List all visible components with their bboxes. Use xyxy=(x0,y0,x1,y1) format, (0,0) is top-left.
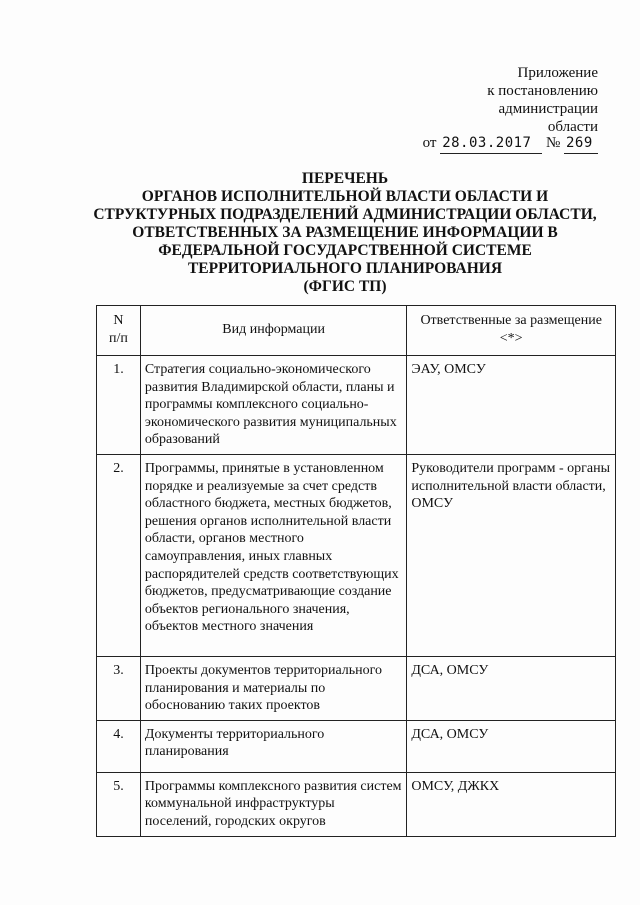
table-row xyxy=(97,454,616,656)
document-title xyxy=(60,170,630,296)
row-responsible: ЭАУ, ОМСУ xyxy=(407,356,616,455)
row-number: 2. xyxy=(97,454,141,656)
table-row xyxy=(97,720,616,772)
title-line: ОТВЕТСТВЕННЫХ ЗА РАЗМЕЩЕНИЕ ИНФОРМАЦИИ В xyxy=(132,224,558,241)
title-line: ОРГАНОВ ИСПОЛНИТЕЛЬНОЙ ВЛАСТИ ОБЛАСТИ И xyxy=(141,188,549,205)
row-info-type: Программы, принятые в установленном порядке и реализуемые за счет средств областного бюджета, местных бюджетов, решения органов исполнительной власти области, органов местного самоуправления, иных главных распорядителей средств соответствующих бюджетов, предусматривающие создание объектов регионального значения, объектов местного значения xyxy=(140,454,406,656)
appendix-line: области xyxy=(547,119,598,135)
row-responsible: ДСА, ОМСУ xyxy=(407,720,616,772)
table-row xyxy=(97,772,616,836)
responsibility-table xyxy=(96,305,616,837)
appendix-block xyxy=(487,64,598,136)
row-responsible: Руководители программ - органы исполнительной власти области, ОМСУ xyxy=(407,454,616,656)
resolution-date-line xyxy=(423,133,598,154)
row-info-type: Программы комплексного развития систем коммунальной инфраструктуры поселений, городских округов xyxy=(140,772,406,836)
row-number: 4. xyxy=(97,720,141,772)
header-responsible: Ответственные за размещение <*> xyxy=(407,306,616,356)
number-sign: № xyxy=(545,135,561,151)
header-info-type: Вид информации xyxy=(140,306,406,356)
resolution-number: 269 xyxy=(564,133,598,154)
row-info-type: Проекты документов территориального планирования и материалы по обоснованию таких проектов xyxy=(140,656,406,720)
row-number: 3. xyxy=(97,656,141,720)
table-row xyxy=(97,656,616,720)
appendix-line: к постановлению xyxy=(487,83,598,99)
title-line: ФЕДЕРАЛЬНОЙ ГОСУДАРСТВЕННОЙ СИСТЕМЕ xyxy=(158,242,532,259)
resolution-date: 28.03.2017 xyxy=(440,133,542,154)
row-responsible: ДСА, ОМСУ xyxy=(407,656,616,720)
title-line: СТРУКТУРНЫХ ПОДРАЗДЕЛЕНИЙ АДМИНИСТРАЦИИ ОБЛАСТИ, xyxy=(93,206,597,223)
title-line: (ФГИС ТП) xyxy=(303,278,387,295)
row-number: 1. xyxy=(97,356,141,455)
header-number: N п/п xyxy=(97,306,141,356)
table-row xyxy=(97,356,616,455)
title-line: ТЕРРИТОРИАЛЬНОГО ПЛАНИРОВАНИЯ xyxy=(187,260,503,277)
appendix-line: Приложение xyxy=(517,65,598,81)
title-line: ПЕРЕЧЕНЬ xyxy=(301,170,389,187)
row-info-type: Документы территориального планирования xyxy=(140,720,406,772)
date-prefix: от xyxy=(422,135,437,151)
row-info-type: Стратегия социально-экономического развития Владимирской области, планы и программы комплексного социально-экономического развития муниципальных образований xyxy=(140,356,406,455)
appendix-line: администрации xyxy=(498,101,598,117)
row-number: 5. xyxy=(97,772,141,836)
row-responsible: ОМСУ, ДЖКХ xyxy=(407,772,616,836)
table-header-row xyxy=(97,306,616,356)
